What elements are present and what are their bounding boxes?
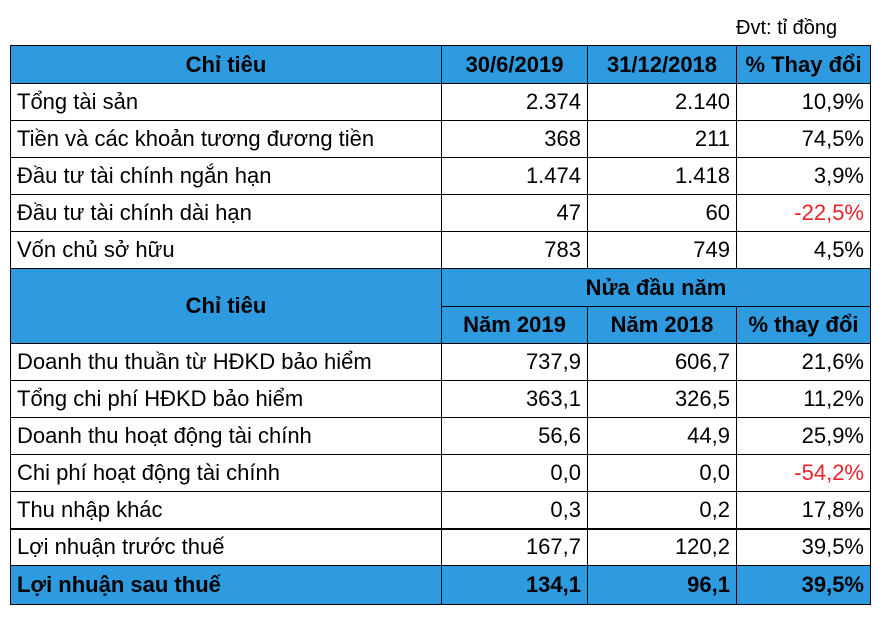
row-pct: 4,5%	[737, 232, 871, 269]
header-pct-change: % Thay đổi	[737, 46, 871, 84]
row-value-2: 0,2	[588, 492, 737, 529]
row-label: Vốn chủ sở hữu	[11, 232, 442, 269]
table-row	[11, 344, 871, 381]
row-value-2: 211	[588, 121, 737, 158]
table-row	[11, 381, 871, 418]
financial-table	[10, 45, 871, 605]
row-value-2: 0,0	[588, 455, 737, 492]
row-value-2: 749	[588, 232, 737, 269]
table-row	[11, 455, 871, 492]
header-31-12-2018: 31/12/2018	[588, 46, 737, 84]
row-label: Doanh thu hoạt động tài chính	[11, 418, 442, 455]
row-pct: 3,9%	[737, 158, 871, 195]
header-nam-2019: Năm 2019	[442, 307, 588, 344]
header-chi-tieu-2: Chỉ tiêu	[11, 269, 442, 344]
table2-group-header-row	[11, 269, 871, 307]
row-pct-negative: -22,5%	[737, 195, 871, 232]
table-row	[11, 158, 871, 195]
table-row	[11, 232, 871, 269]
header-nua-dau-nam: Nửa đầu năm	[442, 269, 871, 307]
row-pct: 10,9%	[737, 84, 871, 121]
row-label: Tổng tài sản	[11, 84, 442, 121]
total-row	[11, 566, 871, 605]
row-value-2: 606,7	[588, 344, 737, 381]
row-value-1: 47	[442, 195, 588, 232]
row-value-1: 134,1	[442, 566, 588, 605]
row-pct: 74,5%	[737, 121, 871, 158]
row-value-1: 783	[442, 232, 588, 269]
table-row	[11, 529, 871, 566]
row-value-1: 2.374	[442, 84, 588, 121]
row-value-2: 326,5	[588, 381, 737, 418]
row-value-2: 120,2	[588, 529, 737, 566]
row-label: Tiền và các khoản tương đương tiền	[11, 121, 442, 158]
table-row	[11, 418, 871, 455]
row-pct: 11,2%	[737, 381, 871, 418]
row-value-2: 60	[588, 195, 737, 232]
row-value-1: 363,1	[442, 381, 588, 418]
header-pct-change-2: % thay đổi	[737, 307, 871, 344]
row-pct: 39,5%	[737, 529, 871, 566]
row-value-1: 167,7	[442, 529, 588, 566]
header-30-6-2019: 30/6/2019	[442, 46, 588, 84]
row-label: Thu nhập khác	[11, 492, 442, 529]
row-value-2: 2.140	[588, 84, 737, 121]
row-value-1: 1.474	[442, 158, 588, 195]
header-nam-2018: Năm 2018	[588, 307, 737, 344]
row-label: Lợi nhuận trước thuế	[11, 529, 442, 566]
table1-header-row	[11, 46, 871, 84]
row-value-1: 0,0	[442, 455, 588, 492]
row-value-1: 737,9	[442, 344, 588, 381]
unit-note: Đvt: tỉ đồng	[736, 17, 838, 39]
row-label: Doanh thu thuần từ HĐKD bảo hiểm	[11, 344, 442, 381]
row-value-1: 368	[442, 121, 588, 158]
table-row	[11, 195, 871, 232]
row-value-2: 1.418	[588, 158, 737, 195]
header-chi-tieu: Chỉ tiêu	[11, 46, 442, 84]
row-value-1: 56,6	[442, 418, 588, 455]
row-label: Chi phí hoạt động tài chính	[11, 455, 442, 492]
row-pct: 17,8%	[737, 492, 871, 529]
table-row	[11, 84, 871, 121]
row-value-2: 44,9	[588, 418, 737, 455]
row-pct: 21,6%	[737, 344, 871, 381]
table-row	[11, 121, 871, 158]
row-label: Tổng chi phí HĐKD bảo hiểm	[11, 381, 442, 418]
row-value-1: 0,3	[442, 492, 588, 529]
table-row	[11, 492, 871, 529]
row-value-2: 96,1	[588, 566, 737, 605]
row-pct: 25,9%	[737, 418, 871, 455]
row-pct: 39,5%	[737, 566, 871, 605]
row-label: Lợi nhuận sau thuế	[11, 566, 442, 605]
row-label: Đầu tư tài chính dài hạn	[11, 195, 442, 232]
row-pct-negative: -54,2%	[737, 455, 871, 492]
row-label: Đầu tư tài chính ngắn hạn	[11, 158, 442, 195]
